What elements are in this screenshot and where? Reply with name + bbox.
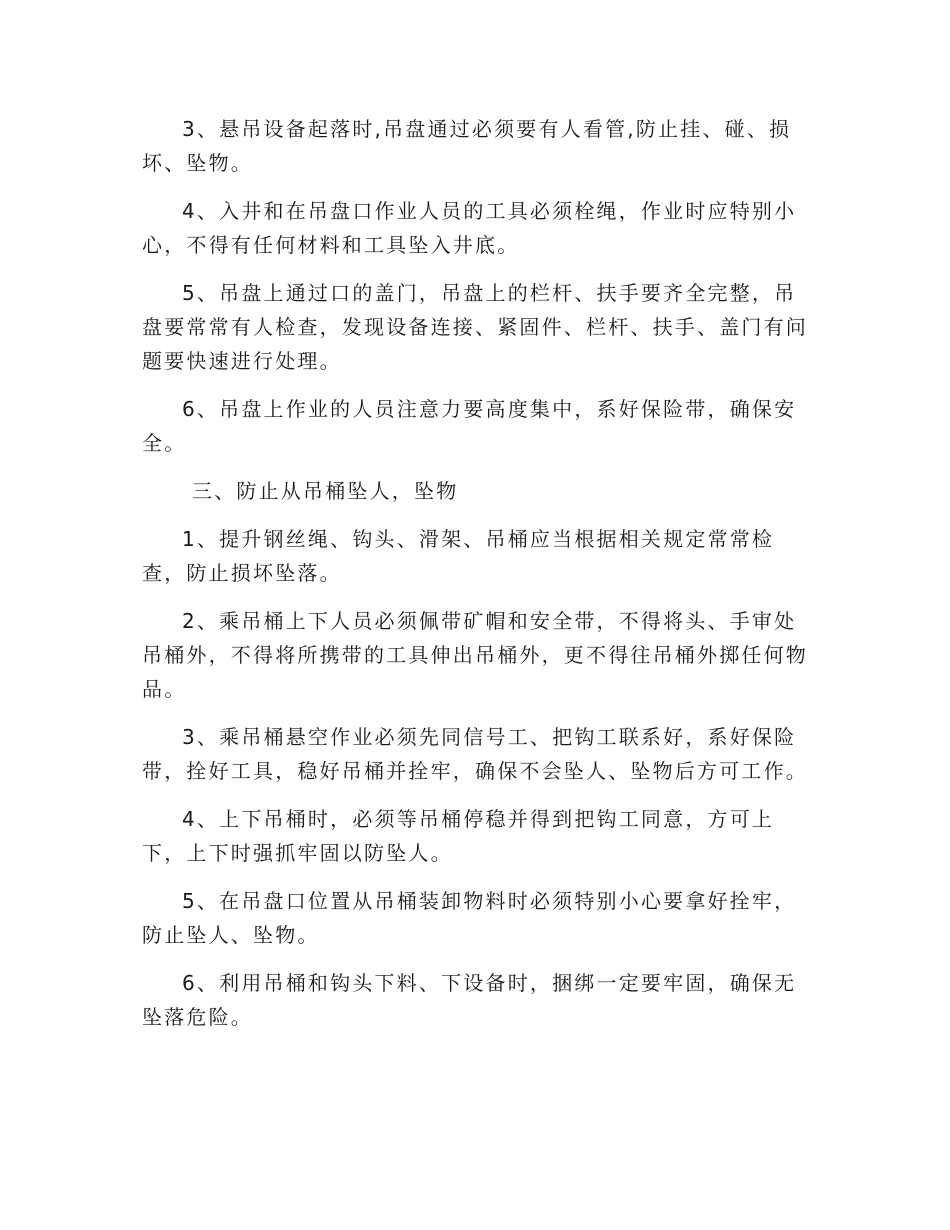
paragraph-item-1-rope: 1、提升钢丝绳、钩头、滑架、吊桶应当根据相关规定常常检查，防止损坏坠落。 <box>142 527 775 585</box>
paragraph-item-6-binding: 6、利用吊桶和钩头下料、下设备时，捆绑一定要牢固，确保无坠落危险。 <box>142 971 797 1029</box>
paragraph-item-4-boarding: 4、上下吊桶时，必须等吊桶停稳并得到把钩工同意，方可上下，上下时强抓牢固以防坠人。 <box>142 807 775 865</box>
paragraph-item-5-loading: 5、在吊盘口位置从吊桶装卸物料时必须特别小心要拿好拴牢，防止坠人、坠物。 <box>142 889 797 947</box>
section-heading: 三、防止从吊桶坠人，坠物 <box>192 479 459 503</box>
paragraph-item-6-attention: 6、吊盘上作业的人员注意力要高度集中，系好保险带，确保安全。 <box>142 397 797 455</box>
paragraph-item-5-covers: 5、吊盘上通过口的盖门，吊盘上的栏杆、扶手要齐全完整，吊盘要常常有人检查，发现设备连接、紧固件、栏杆、扶手、盖门有问题要快速进行处理。 <box>142 281 808 373</box>
document-body <box>142 112 808 1048</box>
paragraph-item-4-tools: 4、入井和在吊盘口作业人员的工具必须栓绳，作业时应特别小心，不得有任何材料和工具坠入井底。 <box>142 199 797 257</box>
paragraph-item-2-riders: 2、乘吊桶上下人员必须佩带矿帽和安全带，不得将头、手审处吊桶外，不得将所携带的工具伸出吊桶外，更不得往吊桶外掷任何物品。 <box>142 609 808 701</box>
paragraph-item-3-suspension: 3、悬吊设备起落时,吊盘通过必须要有人看管,防止挂、碰、损坏、坠物。 <box>142 117 792 175</box>
paragraph-item-3-work: 3、乘吊桶悬空作业必须先同信号工、把钩工联系好，系好保险带，拴好工具，稳好吊桶并拴牢，确保不会坠人、坠物后方可工作。 <box>142 725 808 783</box>
